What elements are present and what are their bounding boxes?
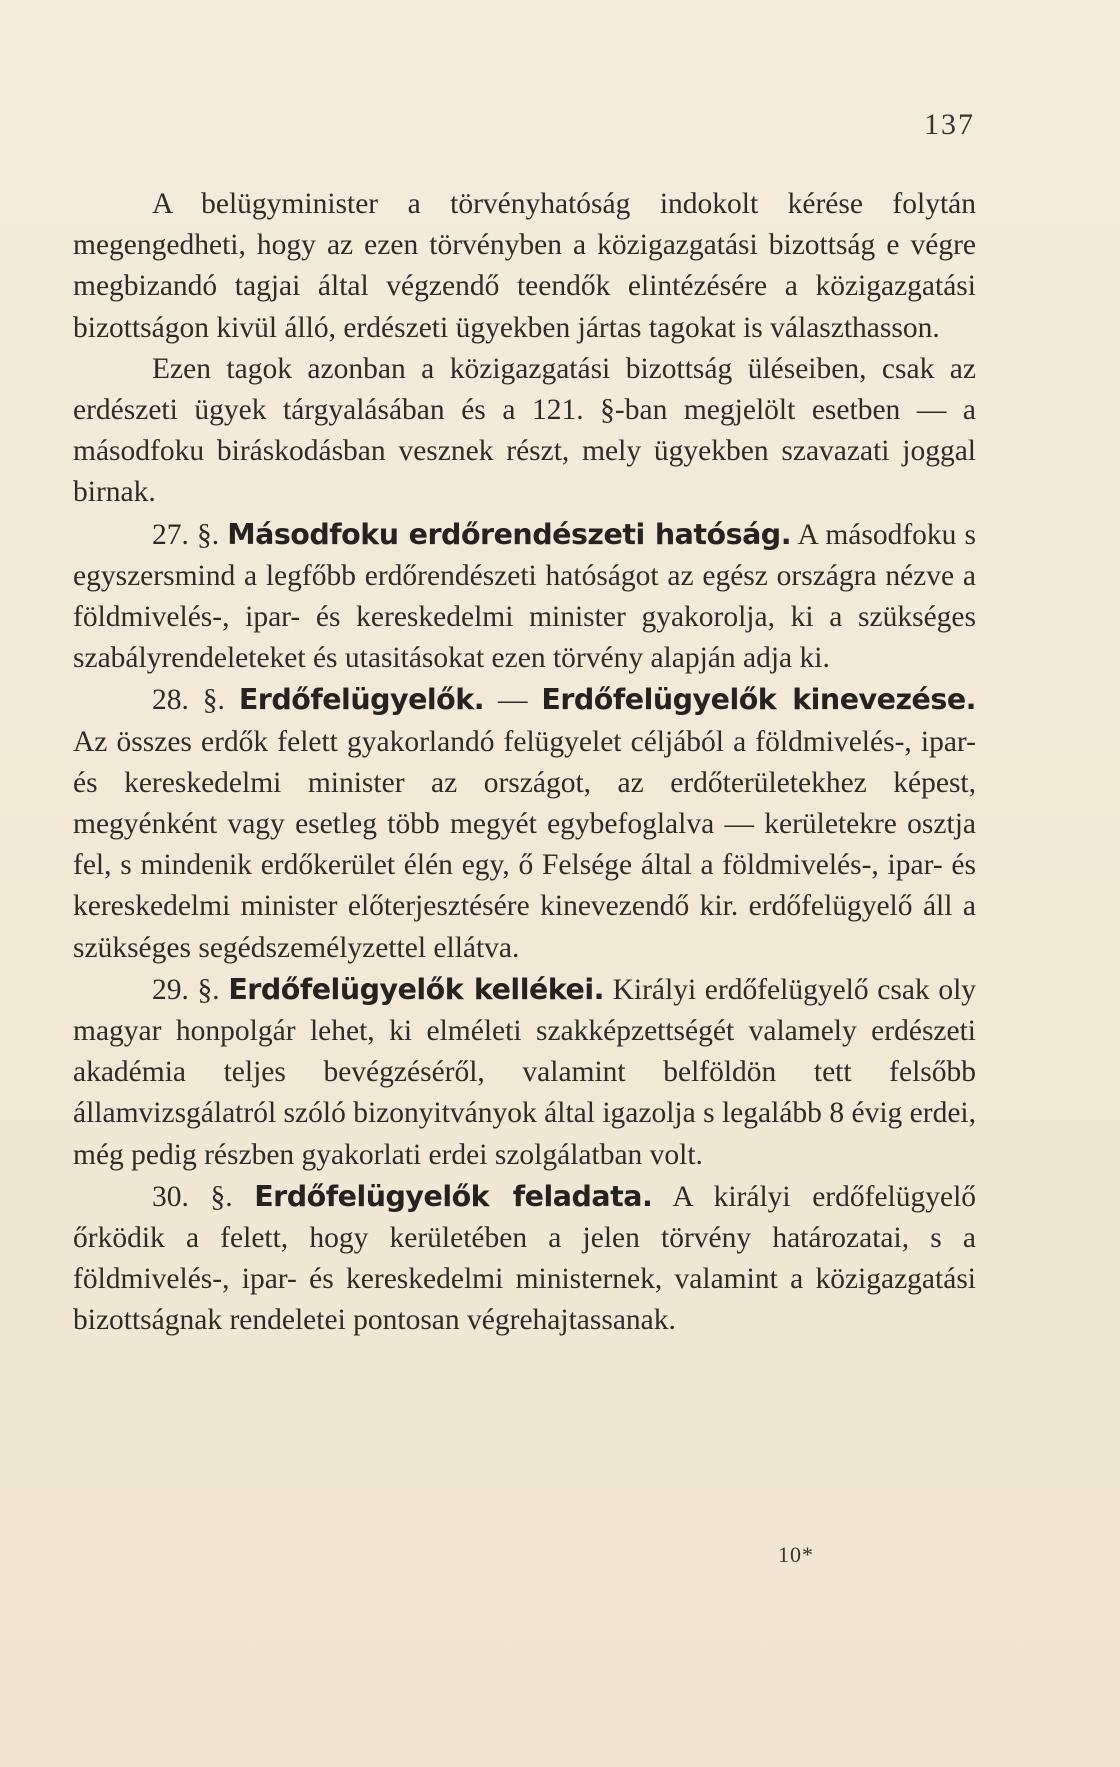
- section-27-title: Másodfoku erdőrendészeti hatóság.: [227, 517, 792, 551]
- section-27: [73, 514, 976, 680]
- section-29-number: 29. §.: [152, 973, 220, 1006]
- section-30-title: Erdőfelügyelők feladata.: [254, 1179, 653, 1213]
- section-28-number: 28. §.: [152, 684, 225, 717]
- section-29-title: Erdőfelügyelők kellékei.: [228, 972, 604, 1006]
- section-28-separator: —: [497, 684, 528, 717]
- section-27-text: A másodfoku s egyszersmind a legfőbb erdőrendészeti hatóságot az egész országra nézve a földmivelés-, ipar- és kereskedelmi minister gyakorolja, ki a szükséges szabályrendeleteket és utasitásokat ezen törvény alapján adja ki.: [73, 518, 977, 675]
- section-30-text: A királyi erdőfelügyelő őrködik a felett, hogy kerületében a jelen törvény határozatai, s a földmivelés-, ipar- és kereskedelmi ministernek, valamint a közigazgatási bizottságnak rendeletei pontosan végrehajtassanak.: [73, 1180, 977, 1337]
- section-29-text: Királyi erdőfelügyelő csak oly magyar honpolgár lehet, ki elméleti szakképzettségét valamely erdészeti akadémia teljes bevégzéséről, valamint belföldön tett felsőbb államvizsgálatról szóló bizonyitványok által igazolja s legalább 8 évig erdei, még pedig részben gyakorlati erdei szolgálatban volt.: [73, 973, 977, 1171]
- paragraph-2: Ezen tagok azonban a közigazgatási bizottság üléseiben, csak az erdészeti ügyek tárgyalásában és a 121. §-ban megjelölt esetben — a másodfoku biráskodásban vesznek részt, mely ügyekben szavazati joggal birnak.: [73, 352, 976, 509]
- section-30: [73, 1176, 976, 1342]
- section-28-title: Erdőfelügyelők.: [238, 683, 485, 717]
- section-28-text: Az összes erdők felett gyakorlandó felügyelet céljából a földmivelés-, ipar- és kereskedelmi minister az országot, az erdőterületekhez képest, megyénként vagy esetleg több megyét egybefoglalva — kerületekre osztja fel, s mindenik erdőkerület élén egy, ő Felsége által a földmivelés-, ipar- és kereskedelmi minister előterjesztésére kinevezendő kir. erdőfelügyelő áll a szükséges segédszemélyzettel ellátva.: [73, 725, 976, 964]
- paragraph-1: A belügyminister a törvényhatóság indokolt kérése folytán megengedheti, hogy az ezen törvényben a közigazgatási bizottság e végre megbizandó tagjai által végzendő teendők elintézésére a közigazgatási bizottságon kivül álló, erdészeti ügyekben jártas tagokat is választhasson.: [73, 188, 976, 344]
- section-28: [73, 679, 976, 968]
- signature-mark: 10*: [778, 1542, 814, 1567]
- page-number: 137: [924, 108, 975, 141]
- section-27-number: 27. §.: [152, 518, 220, 551]
- section-28-subtitle: Erdőfelügyelők kinevezése.: [541, 683, 976, 717]
- body-text: [73, 184, 976, 1342]
- section-30-number: 30. §.: [152, 1180, 233, 1213]
- section-29: [73, 969, 976, 1176]
